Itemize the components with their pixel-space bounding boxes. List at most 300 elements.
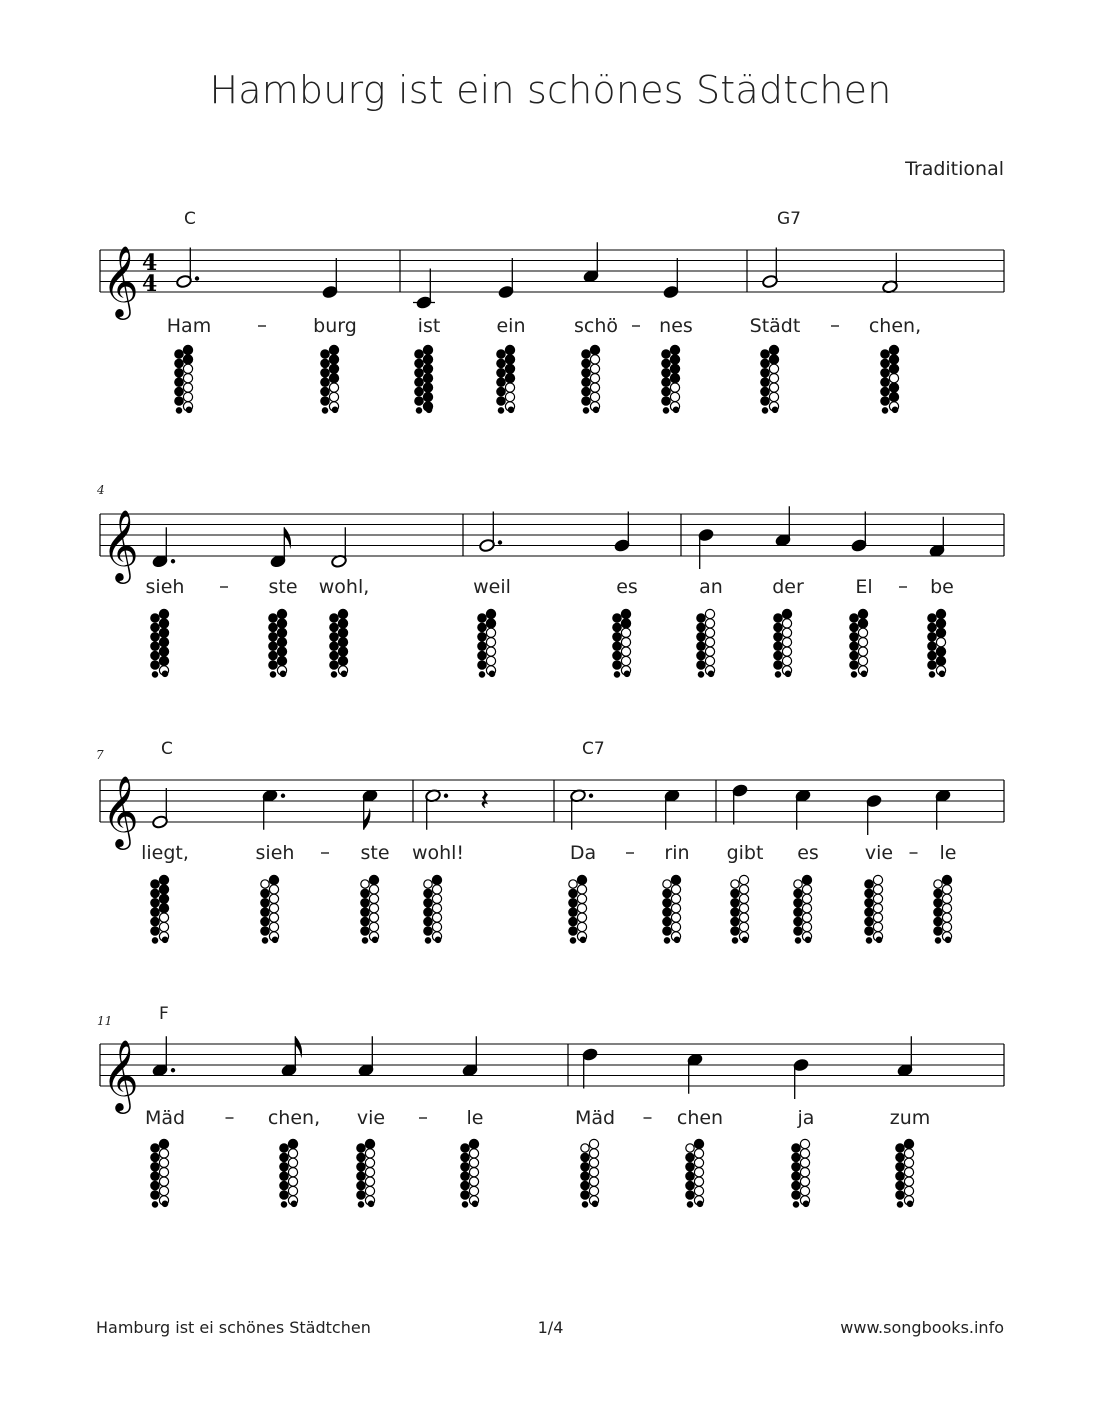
finger-hole	[774, 623, 782, 631]
finger-hole	[621, 619, 630, 628]
finger-hole	[338, 609, 347, 618]
finger-hole	[424, 927, 432, 935]
fingering-diagram	[881, 345, 899, 413]
finger-hole	[486, 647, 495, 656]
finger-hole	[782, 647, 791, 656]
low-hole-left	[152, 672, 158, 678]
low-hole-right	[580, 937, 586, 943]
finger-hole	[151, 889, 159, 897]
fingering-diagram	[497, 345, 515, 413]
lyric-syllable: chen	[676, 1107, 724, 1129]
finger-hole	[782, 609, 791, 618]
finger-hole	[705, 656, 714, 665]
low-hole-left	[281, 1202, 287, 1208]
finger-hole	[365, 1168, 374, 1177]
finger-hole	[705, 638, 714, 647]
finger-hole	[151, 899, 159, 907]
finger-hole	[782, 628, 791, 637]
song-title: Hamburg ist ein schönes Städtchen	[209, 68, 892, 112]
finger-hole	[423, 355, 432, 364]
finger-hole	[662, 369, 670, 377]
chord-symbol: G7	[777, 209, 801, 229]
lyric-syllable: ste	[268, 576, 298, 598]
finger-hole	[782, 656, 791, 665]
thumb-hole	[321, 350, 329, 358]
thumb-hole	[928, 614, 936, 622]
augmentation-dot	[498, 540, 502, 544]
finger-hole	[361, 917, 369, 925]
finger-hole	[469, 1186, 478, 1195]
fingering-diagram	[934, 875, 952, 943]
finger-hole	[582, 397, 590, 405]
finger-hole	[269, 875, 278, 884]
finger-hole	[936, 628, 945, 637]
finger-hole	[497, 359, 505, 367]
lyric-syllable: gibt	[726, 842, 764, 864]
finger-hole	[686, 1181, 694, 1189]
augmentation-dot	[589, 794, 593, 798]
finger-hole	[159, 1149, 168, 1158]
finger-hole	[159, 656, 168, 665]
finger-hole	[151, 908, 159, 916]
finger-hole	[159, 922, 168, 931]
finger-hole	[365, 1177, 374, 1186]
fingering-diagram	[151, 875, 169, 943]
lyric-syllable: rin	[664, 842, 690, 864]
finger-hole	[159, 1158, 168, 1167]
low-hole-left	[570, 938, 576, 944]
note	[461, 1036, 484, 1207]
fingering-diagram	[269, 609, 287, 677]
fingering-diagram	[280, 1139, 298, 1207]
finger-hole	[159, 647, 168, 656]
finger-hole	[581, 1153, 589, 1161]
thumb-hole	[269, 614, 277, 622]
finger-hole	[904, 1139, 913, 1148]
finger-hole	[338, 638, 347, 647]
finger-hole	[865, 908, 873, 916]
low-hole-right	[772, 407, 778, 413]
note	[850, 512, 907, 678]
finger-hole	[175, 387, 183, 395]
finger-hole	[858, 647, 867, 656]
fingering-diagram	[330, 609, 348, 677]
thumb-hole	[357, 1144, 365, 1152]
low-hole-left	[793, 1202, 799, 1208]
thumb-hole	[865, 880, 873, 888]
quarter-rest: 𝄽	[480, 783, 490, 818]
finger-hole	[330, 661, 338, 669]
staff-system	[96, 483, 1004, 677]
thumb-hole	[731, 880, 739, 888]
augmentation-dot	[281, 794, 285, 798]
finger-hole	[873, 885, 882, 894]
low-hole-left	[614, 672, 620, 678]
time-signature-bottom: 4	[142, 271, 158, 297]
measure-number: 7	[96, 748, 104, 762]
thumb-hole	[850, 614, 858, 622]
low-hole-right	[939, 671, 945, 677]
treble-clef: 𝄞	[102, 244, 139, 317]
low-hole-left	[663, 408, 669, 414]
finger-hole	[338, 656, 347, 665]
thumb-hole	[361, 880, 369, 888]
finger-hole	[329, 355, 338, 364]
note	[575, 1047, 652, 1207]
lyric-syllable: be	[930, 576, 954, 598]
finger-hole	[850, 633, 858, 641]
finger-hole	[338, 647, 347, 656]
fingering-diagram	[865, 875, 883, 943]
fingering-diagram	[151, 1139, 169, 1207]
thumb-hole	[261, 880, 269, 888]
finger-hole	[269, 904, 278, 913]
finger-hole	[850, 642, 858, 650]
finger-hole	[794, 927, 802, 935]
finger-hole	[365, 1186, 374, 1195]
finger-hole	[904, 1186, 913, 1195]
finger-hole	[613, 623, 621, 631]
finger-hole	[794, 899, 802, 907]
finger-hole	[670, 355, 679, 364]
finger-hole	[330, 642, 338, 650]
low-hole-left	[687, 1202, 693, 1208]
finger-hole	[423, 383, 432, 392]
finger-hole	[590, 392, 599, 401]
finger-hole	[357, 1172, 365, 1180]
thumb-hole	[280, 1144, 288, 1152]
note	[869, 253, 921, 413]
lyric-syllable: an	[699, 576, 723, 598]
low-hole-right	[372, 937, 378, 943]
low-hole-left	[176, 408, 182, 414]
finger-hole	[782, 619, 791, 628]
low-hole-left	[152, 1202, 158, 1208]
low-hole-left	[762, 408, 768, 414]
note	[167, 248, 266, 414]
low-hole-right	[592, 1201, 598, 1207]
low-hole-right	[280, 671, 286, 677]
finger-hole	[505, 355, 514, 364]
finger-hole	[159, 1177, 168, 1186]
finger-hole	[613, 633, 621, 641]
treble-clef: 𝄞	[102, 774, 139, 847]
finger-hole	[280, 1153, 288, 1161]
finger-hole	[461, 1191, 469, 1199]
finger-hole	[361, 927, 369, 935]
finger-hole	[424, 899, 432, 907]
finger-hole	[183, 392, 192, 401]
low-hole-right	[624, 671, 630, 677]
finger-hole	[800, 1139, 809, 1148]
finger-hole	[159, 875, 168, 884]
thumb-hole	[613, 614, 621, 622]
finger-hole	[858, 628, 867, 637]
staff-system	[100, 209, 1004, 413]
finger-hole	[670, 345, 679, 354]
finger-hole	[505, 392, 514, 401]
thumb-hole	[424, 880, 432, 888]
low-hole-right	[907, 1201, 913, 1207]
finger-hole	[792, 1191, 800, 1199]
lyric-syllable: vie	[356, 1107, 386, 1129]
finger-hole	[850, 661, 858, 669]
finger-hole	[321, 359, 329, 367]
finger-hole	[858, 619, 867, 628]
low-hole-left	[664, 938, 670, 944]
finger-hole	[183, 355, 192, 364]
finger-hole	[731, 889, 739, 897]
note	[613, 512, 638, 678]
thumb-hole	[461, 1144, 469, 1152]
finger-hole	[415, 359, 423, 367]
note	[772, 506, 804, 677]
thumb-hole	[881, 350, 889, 358]
finger-hole	[469, 1139, 478, 1148]
finger-hole	[175, 359, 183, 367]
low-hole-right	[742, 937, 748, 943]
finger-hole	[942, 913, 951, 922]
finger-hole	[705, 628, 714, 637]
finger-hole	[505, 383, 514, 392]
finger-hole	[739, 885, 748, 894]
finger-hole	[621, 628, 630, 637]
lyric-syllable: schö	[573, 315, 619, 337]
low-hole-right	[186, 407, 192, 413]
finger-hole	[904, 1168, 913, 1177]
thumb-hole	[569, 880, 577, 888]
finger-hole	[802, 913, 811, 922]
finger-hole	[621, 647, 630, 656]
finger-hole	[671, 904, 680, 913]
low-hole-left	[331, 672, 337, 678]
finger-hole	[873, 922, 882, 931]
finger-hole	[569, 908, 577, 916]
finger-hole	[589, 1158, 598, 1167]
thumb-hole	[934, 880, 942, 888]
low-hole-left	[416, 408, 422, 414]
finger-hole	[731, 927, 739, 935]
finger-hole	[581, 1163, 589, 1171]
finger-hole	[288, 1139, 297, 1148]
finger-hole	[577, 875, 586, 884]
finger-hole	[280, 1172, 288, 1180]
note	[413, 269, 440, 414]
fingering-diagram	[794, 875, 812, 943]
finger-hole	[469, 1149, 478, 1158]
low-hole-left	[498, 408, 504, 414]
lyric-syllable: Mäd	[574, 1107, 616, 1129]
finger-hole	[159, 619, 168, 628]
finger-hole	[280, 1191, 288, 1199]
finger-hole	[936, 638, 945, 647]
finger-hole	[361, 899, 369, 907]
finger-hole	[800, 1177, 809, 1186]
fingering-diagram	[151, 609, 169, 677]
finger-hole	[663, 908, 671, 916]
finger-hole	[269, 642, 277, 650]
finger-hole	[850, 651, 858, 659]
finger-hole	[671, 894, 680, 903]
finger-hole	[277, 619, 286, 628]
finger-hole	[151, 1181, 159, 1189]
finger-hole	[802, 894, 811, 903]
finger-hole	[577, 904, 586, 913]
low-hole-right	[332, 407, 338, 413]
finger-hole	[774, 661, 782, 669]
augmentation-dot	[171, 1068, 175, 1072]
finger-hole	[662, 397, 670, 405]
finger-hole	[697, 642, 705, 650]
finger-hole	[670, 383, 679, 392]
finger-hole	[670, 374, 679, 383]
finger-hole	[581, 1191, 589, 1199]
note	[268, 527, 297, 677]
finger-hole	[369, 913, 378, 922]
finger-hole	[183, 345, 192, 354]
finger-hole	[782, 638, 791, 647]
lyric-syllable: Da	[569, 842, 597, 864]
note	[473, 512, 511, 678]
low-hole-left	[866, 938, 872, 944]
finger-hole	[369, 875, 378, 884]
finger-hole	[670, 392, 679, 401]
finger-hole	[478, 642, 486, 650]
measure-number: 11	[97, 1014, 113, 1028]
finger-hole	[277, 609, 286, 618]
finger-hole	[802, 875, 811, 884]
thumb-hole	[794, 880, 802, 888]
lyric-syllable: vie	[864, 842, 894, 864]
low-hole-left	[262, 938, 268, 944]
finger-hole	[694, 1158, 703, 1167]
finger-hole	[469, 1168, 478, 1177]
lyric-syllable: nes	[659, 315, 693, 337]
thumb-hole	[151, 614, 159, 622]
finger-hole	[731, 917, 739, 925]
fingering-diagram	[424, 875, 442, 943]
lyric-syllable: Ham	[166, 315, 212, 337]
note	[890, 1036, 931, 1207]
low-hole-right	[593, 407, 599, 413]
finger-hole	[663, 917, 671, 925]
thumb-hole	[581, 1144, 589, 1152]
low-hole-left	[582, 1202, 588, 1208]
finger-hole	[415, 378, 423, 386]
finger-hole	[794, 889, 802, 897]
lyric-syllable: liegt,	[141, 842, 189, 864]
finger-hole	[261, 889, 269, 897]
finger-hole	[613, 642, 621, 650]
finger-hole	[369, 894, 378, 903]
note	[750, 248, 839, 414]
finger-hole	[889, 383, 898, 392]
finger-hole	[151, 1191, 159, 1199]
finger-hole	[802, 904, 811, 913]
finger-hole	[369, 885, 378, 894]
finger-hole	[739, 922, 748, 931]
finger-hole	[739, 904, 748, 913]
low-hole-left	[732, 938, 738, 944]
finger-hole	[338, 628, 347, 637]
finger-hole	[896, 1172, 904, 1180]
fingering-diagram	[697, 609, 715, 677]
finger-hole	[942, 904, 951, 913]
fingering-diagram	[261, 875, 279, 943]
fingering-diagram	[896, 1139, 914, 1207]
finger-hole	[792, 1172, 800, 1180]
low-hole-right	[673, 407, 679, 413]
finger-hole	[261, 917, 269, 925]
finger-hole	[769, 355, 778, 364]
finger-hole	[694, 1186, 703, 1195]
finger-hole	[159, 904, 168, 913]
finger-hole	[694, 1149, 703, 1158]
fingering-diagram	[613, 609, 631, 677]
note	[928, 517, 954, 677]
finger-hole	[589, 1186, 598, 1195]
finger-hole	[769, 383, 778, 392]
finger-hole	[686, 1191, 694, 1199]
note	[697, 528, 723, 677]
fingering-diagram	[581, 1139, 599, 1207]
note	[357, 1036, 427, 1207]
finger-hole	[942, 922, 951, 931]
finger-hole	[589, 1139, 598, 1148]
finger-hole	[269, 623, 277, 631]
low-hole-right	[426, 407, 432, 413]
fingering-diagram	[582, 345, 600, 413]
finger-hole	[151, 1172, 159, 1180]
fingering-diagram	[792, 1139, 810, 1207]
thumb-hole	[686, 1144, 694, 1152]
finger-hole	[280, 1181, 288, 1189]
finger-hole	[774, 642, 782, 650]
finger-hole	[800, 1186, 809, 1195]
finger-hole	[802, 885, 811, 894]
finger-hole	[269, 913, 278, 922]
time-signature-top: 4	[142, 250, 158, 276]
finger-hole	[269, 661, 277, 669]
finger-hole	[357, 1181, 365, 1189]
low-hole-right	[472, 1201, 478, 1207]
finger-hole	[582, 359, 590, 367]
finger-hole	[432, 922, 441, 931]
finger-hole	[369, 904, 378, 913]
fingering-diagram	[569, 875, 587, 943]
finger-hole	[671, 922, 680, 931]
fingering-diagram	[361, 875, 379, 943]
note	[727, 783, 764, 943]
finger-hole	[590, 374, 599, 383]
finger-hole	[936, 656, 945, 665]
finger-hole	[357, 1191, 365, 1199]
low-hole-left	[358, 1202, 364, 1208]
finger-hole	[865, 917, 873, 925]
finger-hole	[873, 875, 882, 884]
finger-hole	[469, 1177, 478, 1186]
finger-hole	[873, 913, 882, 922]
finger-hole	[423, 392, 432, 401]
finger-hole	[183, 374, 192, 383]
finger-hole	[671, 875, 680, 884]
finger-hole	[269, 885, 278, 894]
finger-hole	[936, 609, 945, 618]
lyric-syllable: ste	[360, 842, 390, 864]
finger-hole	[159, 894, 168, 903]
finger-hole	[589, 1177, 598, 1186]
finger-hole	[424, 889, 432, 897]
